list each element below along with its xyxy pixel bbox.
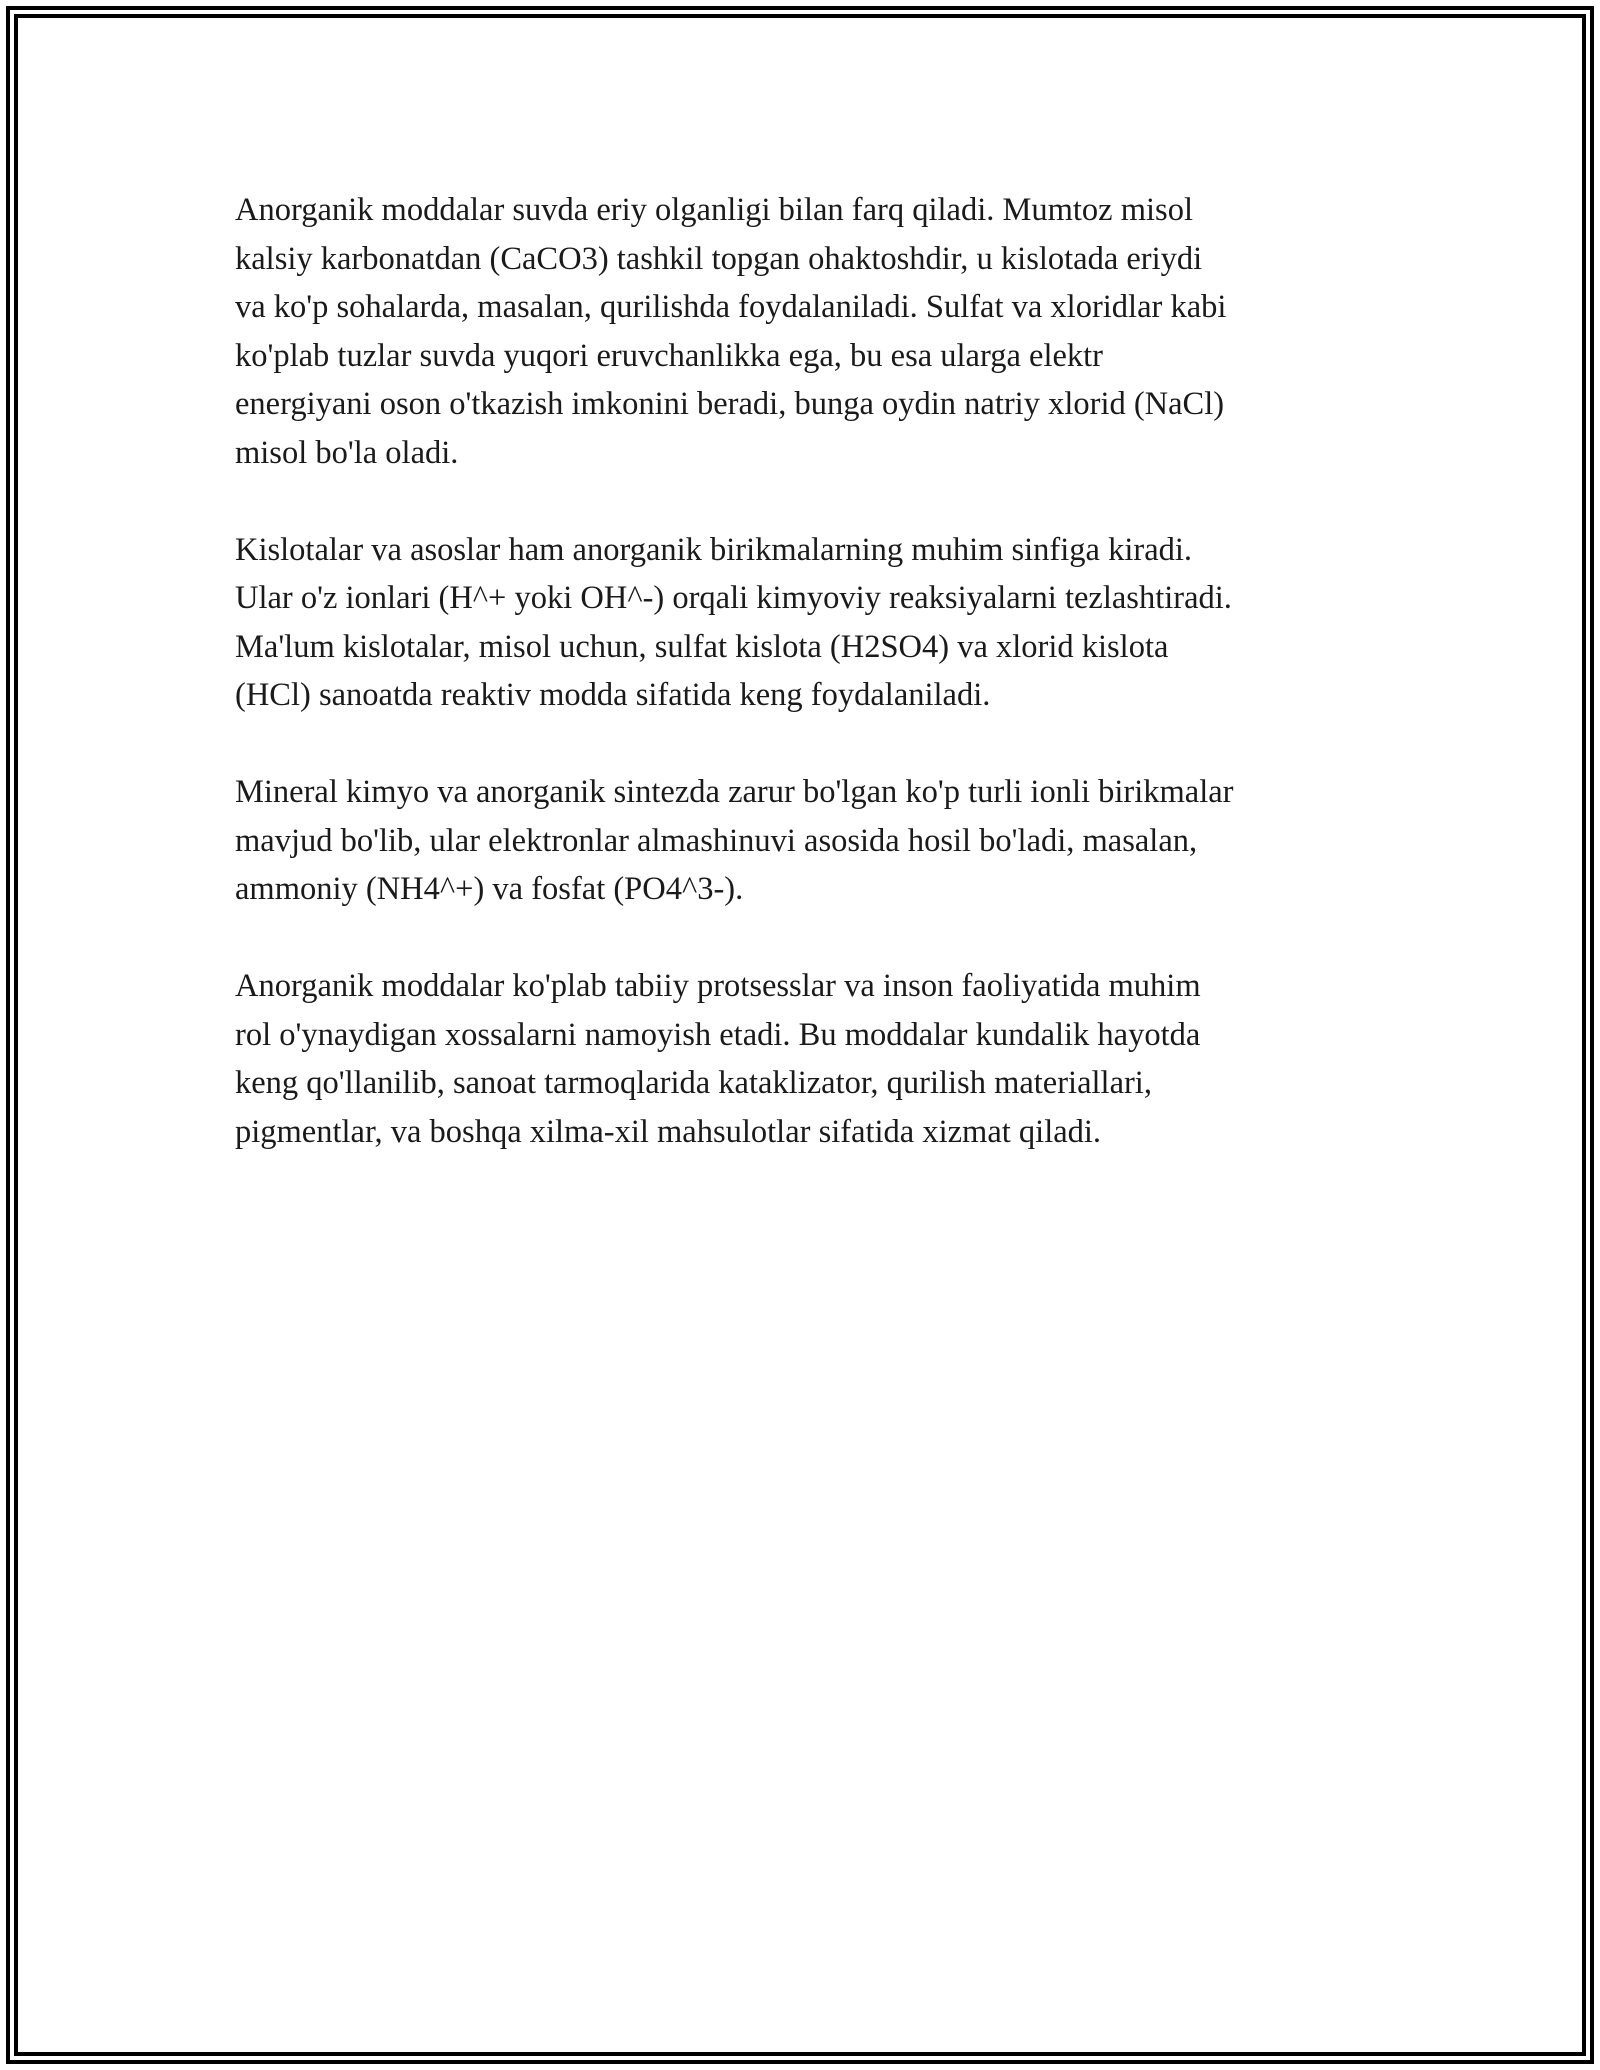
- text-line: pigmentlar, va boshqa xilma-xil mahsulotlar sifatida xizmat qiladi.: [235, 1113, 1102, 1150]
- text-line: Anorganik moddalar ko'plab tabiiy protsesslar va inson faoliyatida muhim: [235, 968, 1201, 1004]
- text-line: Mineral kimyo va anorganik sintezda zarur bo'lgan ko'p turli ionli birikmalar: [235, 774, 1234, 810]
- text-line: kalsiy karbonatdan (CaCO3) tashkil topgan ohaktoshdir, u kislotada eriydi: [235, 240, 1203, 277]
- text-line: ko'plab tuzlar suvda yuqori eruvchanlikka ega, bu esa ularga elektr: [235, 337, 1103, 374]
- paragraph-2: [235, 526, 1415, 720]
- text-line: va ko'p sohalarda, masalan, qurilishda foydalaniladi. Sulfat va xloridlar kabi: [235, 289, 1227, 325]
- text-line: Kislotalar va asoslar ham anorganik birikmalarning muhim sinfiga kiradi.: [235, 531, 1193, 568]
- paragraph-1: [235, 186, 1415, 477]
- text-line: Ular o'z ionlari (H^+ yoki OH^-) orqali kimyoviy reaksiyalarni tezlashtiradi.: [235, 580, 1232, 616]
- text-line: Ma'lum kislotalar, misol uchun, sulfat kislota (H2SO4) va xlorid kislota: [235, 628, 1169, 665]
- text-line: energiyani oson o'tkazish imkonini beradi, bunga oydin natriy xlorid (NaCl): [235, 386, 1225, 422]
- text-line: mavjud bo'lib, ular elektronlar almashinuvi asosida hosil bo'ladi, masalan,: [235, 822, 1198, 859]
- text-line: ammoniy (NH4^+) va fosfat (PO4^3-).: [235, 871, 744, 907]
- text-line: rol o'ynaydigan xossalarni namoyish etadi. Bu moddalar kundalik hayotda: [235, 1016, 1201, 1053]
- text-line: keng qo'llanilib, sanoat tarmoqlarida kataklizator, qurilish materiallari,: [235, 1065, 1152, 1101]
- document-body: [235, 186, 1415, 1205]
- text-line: Anorganik moddalar suvda eriy olganligi bilan farq qiladi. Mumtoz misol: [235, 192, 1193, 228]
- paragraph-3: [235, 768, 1415, 914]
- text-line: misol bo'la oladi.: [235, 434, 459, 471]
- text-line: (HCl) sanoatda reaktiv modda sifatida keng foydalaniladi.: [235, 677, 991, 713]
- paragraph-4: [235, 962, 1415, 1156]
